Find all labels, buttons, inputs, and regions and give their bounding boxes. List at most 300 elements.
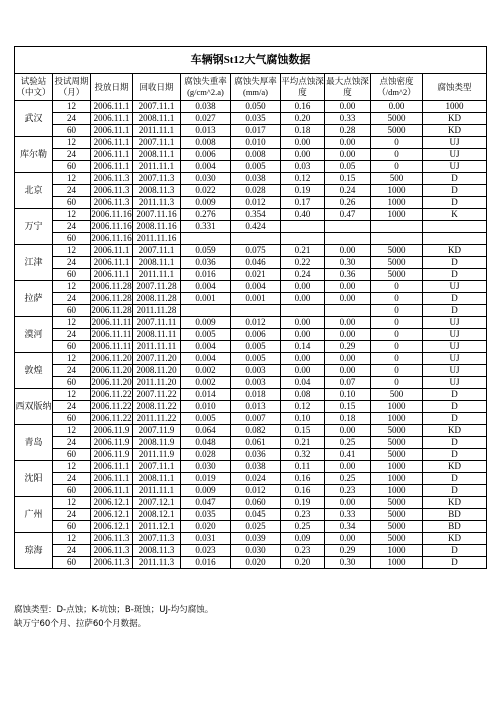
data-cell: 0.16	[281, 473, 325, 485]
data-cell: 0.023	[181, 545, 231, 557]
data-cell: 0.34	[325, 521, 371, 533]
data-cell: 2006.11.9	[91, 425, 133, 437]
note-missing-data: 缺万宁60个月、拉萨60个月数据。	[14, 619, 147, 629]
data-cell: 0.18	[325, 413, 371, 425]
data-cell: 0.00	[325, 137, 371, 149]
data-cell: 2006.11.3	[91, 197, 133, 209]
data-cell: 0.016	[181, 269, 231, 281]
data-cell: 2006.11.1	[91, 149, 133, 161]
data-cell: D	[423, 305, 487, 317]
data-cell: 0.008	[181, 137, 231, 149]
data-cell	[325, 233, 371, 245]
data-cell: 2006.12.1	[91, 497, 133, 509]
data-cell: 0.045	[231, 509, 281, 521]
data-cell: 500	[371, 173, 423, 185]
data-cell: 1000	[371, 545, 423, 557]
data-cell	[325, 305, 371, 317]
data-cell: D	[423, 401, 487, 413]
data-cell: 0.004	[181, 161, 231, 173]
data-cell: 1000	[371, 401, 423, 413]
data-cell: 2006.12.1	[91, 521, 133, 533]
data-cell	[281, 221, 325, 233]
data-cell: 2008.11.22	[133, 401, 181, 413]
data-cell: 2008.11.1	[133, 257, 181, 269]
data-cell: 0.00	[325, 497, 371, 509]
data-cell: D	[423, 449, 487, 461]
data-cell: 0.23	[325, 485, 371, 497]
data-cell: 2011.11.1	[133, 161, 181, 173]
data-cell: 24	[53, 401, 91, 413]
data-cell	[281, 305, 325, 317]
data-cell: 2006.11.1	[91, 257, 133, 269]
data-cell: 5000	[371, 449, 423, 461]
table-row	[15, 173, 487, 185]
data-cell	[231, 305, 281, 317]
data-cell: 12	[53, 533, 91, 545]
site-name-cell: 沈阳	[15, 461, 53, 497]
data-cell: 2011.12.1	[133, 521, 181, 533]
data-cell: D	[423, 473, 487, 485]
data-cell: 0.41	[325, 449, 371, 461]
data-cell: 0.017	[231, 125, 281, 137]
data-cell: 2006.11.1	[91, 473, 133, 485]
data-cell: 2007.11.16	[133, 209, 181, 221]
data-cell: 0.09	[281, 533, 325, 545]
data-cell: 0.004	[181, 341, 231, 353]
data-cell: D	[423, 413, 487, 425]
column-header: 腐蚀类型	[423, 74, 487, 101]
data-cell: 0.024	[231, 473, 281, 485]
data-cell: 0.048	[181, 437, 231, 449]
data-cell: 0.22	[281, 257, 325, 269]
data-cell: D	[423, 437, 487, 449]
data-cell: 2006.11.9	[91, 449, 133, 461]
data-cell: 0.00	[325, 365, 371, 377]
data-cell: 0.32	[281, 449, 325, 461]
table-row	[15, 281, 487, 293]
data-cell: 2007.11.28	[133, 281, 181, 293]
data-cell: 2008.11.16	[133, 221, 181, 233]
data-cell: 0.061	[231, 437, 281, 449]
data-cell: 12	[53, 137, 91, 149]
data-cell: 60	[53, 161, 91, 173]
data-cell: 0.028	[181, 449, 231, 461]
data-cell: 60	[53, 449, 91, 461]
data-cell: 2007.11.11	[133, 317, 181, 329]
data-cell: 24	[53, 293, 91, 305]
table-row	[15, 257, 487, 269]
site-name-cell: 琼海	[15, 533, 53, 569]
data-cell: 0.019	[181, 473, 231, 485]
data-cell: 0.036	[231, 449, 281, 461]
data-cell: 0.009	[181, 317, 231, 329]
data-cell: 12	[53, 209, 91, 221]
data-cell: 0	[371, 161, 423, 173]
table-row	[15, 449, 487, 461]
data-cell: 2006.11.1	[91, 269, 133, 281]
data-cell: 0.33	[325, 113, 371, 125]
data-cell: 5000	[371, 521, 423, 533]
data-cell: 0.006	[231, 329, 281, 341]
data-cell: 5000	[371, 437, 423, 449]
data-cell: 24	[53, 221, 91, 233]
data-cell: 2011.11.3	[133, 197, 181, 209]
data-cell: 2008.11.1	[133, 473, 181, 485]
data-cell: 0.30	[325, 257, 371, 269]
data-cell: 0.022	[181, 185, 231, 197]
site-name-cell: 漠河	[15, 317, 53, 353]
data-cell: 2006.11.20	[91, 353, 132, 363]
data-cell: 0.059	[181, 245, 231, 257]
data-cell: 1000	[371, 461, 423, 473]
data-cell: 12	[53, 245, 91, 257]
data-cell: 0.424	[231, 221, 281, 233]
table-row	[15, 485, 487, 497]
data-cell: 0	[371, 377, 423, 389]
data-cell: 24	[53, 149, 91, 161]
data-cell: 0.038	[231, 173, 281, 185]
data-cell: 0.00	[325, 293, 371, 305]
data-cell: 0.001	[181, 293, 231, 305]
data-cell: 2006.11.3	[91, 557, 133, 569]
data-cell: 0.003	[231, 365, 281, 377]
data-cell: 0.20	[281, 557, 325, 569]
data-cell: 2006.11.3	[91, 173, 133, 185]
data-cell: 2006.11.20	[91, 365, 132, 375]
data-cell	[181, 233, 231, 245]
data-cell: 0.23	[281, 545, 325, 557]
data-cell: 12	[53, 281, 91, 293]
data-cell: 0.001	[231, 293, 281, 305]
site-name-cell: 北京	[15, 173, 53, 209]
data-cell: 2006.11.28	[91, 281, 132, 291]
column-header: 最大点蚀深度	[325, 74, 371, 101]
data-cell: 24	[53, 437, 91, 449]
data-cell: 0.00	[325, 461, 371, 473]
data-cell: 0.18	[281, 125, 325, 137]
table-row	[15, 185, 487, 197]
column-header: 平均点蚀深度	[281, 74, 325, 101]
table-row	[15, 353, 487, 365]
table-row	[15, 293, 487, 305]
data-cell: 2006.11.1	[91, 125, 133, 137]
table-row	[15, 389, 487, 401]
data-cell: 12	[53, 461, 91, 473]
data-cell: 0.005	[181, 329, 231, 341]
data-cell: 2011.11.28	[133, 305, 181, 317]
data-cell: 2011.11.1	[133, 269, 181, 281]
data-cell: 0.008	[231, 149, 281, 161]
data-cell: 0.038	[181, 101, 231, 113]
data-cell: 0.00	[281, 329, 325, 341]
data-cell: 500	[371, 389, 423, 401]
site-name-cell: 万宁	[15, 209, 53, 245]
data-cell: 0.16	[281, 101, 325, 113]
data-cell: D	[423, 485, 487, 497]
data-cell: 0.29	[325, 341, 371, 353]
data-cell: 0.33	[325, 509, 371, 521]
data-cell: 0.00	[281, 149, 325, 161]
data-cell: 2011.11.16	[133, 233, 181, 245]
data-cell: 0.00	[325, 329, 371, 341]
data-cell: 2006.11.1	[91, 245, 133, 257]
data-cell: 5000	[371, 509, 423, 521]
data-cell: 12	[53, 425, 91, 437]
table-row	[15, 521, 487, 533]
data-cell: 60	[53, 269, 91, 281]
table-row	[15, 377, 487, 389]
data-cell: 0.035	[181, 509, 231, 521]
data-cell: 0.006	[181, 149, 231, 161]
data-cell: 0.020	[231, 557, 281, 569]
data-cell: 2011.11.11	[133, 341, 181, 353]
data-cell: 0.40	[281, 209, 325, 221]
data-cell: 0.047	[181, 497, 231, 509]
column-header: 腐蚀失重率(g/cm^2.a)	[181, 74, 231, 101]
data-cell: 0.47	[325, 209, 371, 221]
data-cell: 2011.11.20	[133, 377, 181, 389]
table-row	[15, 425, 487, 437]
data-cell: 2006.11.3	[91, 533, 133, 545]
data-cell: 60	[53, 377, 91, 389]
data-cell: D	[423, 545, 487, 557]
data-cell: 1000	[371, 557, 423, 569]
data-cell: 0.027	[181, 113, 231, 125]
data-cell: 2006.11.22	[91, 389, 132, 399]
data-cell: 2008.12.1	[133, 509, 181, 521]
data-cell: 2007.11.1	[133, 137, 181, 149]
data-cell: 2007.12.1	[133, 497, 181, 509]
data-cell: 0.005	[181, 413, 231, 425]
data-cell: 60	[53, 485, 91, 497]
data-cell: 0.12	[281, 401, 325, 413]
data-cell: 0.007	[231, 413, 281, 425]
data-cell	[371, 233, 423, 245]
data-cell: 0	[371, 341, 423, 353]
data-cell: 2006.11.9	[91, 437, 133, 449]
data-cell: 0.21	[281, 245, 325, 257]
data-cell: 0.08	[281, 389, 325, 401]
data-cell: 2011.11.1	[133, 125, 181, 137]
data-cell: 0.009	[181, 485, 231, 497]
data-cell: 60	[53, 341, 91, 353]
data-cell: UJ	[423, 161, 487, 173]
data-cell: 0.15	[281, 425, 325, 437]
data-cell: 2007.11.20	[133, 353, 181, 365]
data-cell: 5000	[371, 113, 423, 125]
data-cell: 2006.11.22	[91, 401, 132, 411]
data-cell: 2006.12.1	[91, 509, 133, 521]
data-cell: D	[423, 557, 487, 569]
data-cell: 2006.11.1	[91, 113, 133, 125]
data-cell: 2006.11.16	[91, 221, 132, 231]
data-cell: UJ	[423, 377, 487, 389]
table-row	[15, 125, 487, 137]
data-cell: 5000	[371, 245, 423, 257]
data-cell: 2006.11.1	[91, 485, 133, 497]
data-cell: D	[423, 173, 487, 185]
data-cell: 0.00	[325, 533, 371, 545]
data-cell: 0	[371, 305, 423, 317]
data-cell: 0.028	[231, 185, 281, 197]
data-cell: 0.00	[325, 101, 371, 113]
data-cell: 0.082	[231, 425, 281, 437]
data-cell: 0.276	[181, 209, 231, 221]
site-name-cell: 武汉	[15, 101, 53, 137]
data-cell: 0.012	[231, 197, 281, 209]
data-cell: 0.002	[181, 377, 231, 389]
data-cell: D	[423, 269, 487, 281]
data-cell: 2007.11.1	[133, 461, 181, 473]
data-cell: 0.00	[281, 353, 325, 365]
table-row	[15, 149, 487, 161]
data-cell: KD	[423, 425, 487, 437]
data-cell: 0.00	[325, 281, 371, 293]
data-cell: 1000	[371, 485, 423, 497]
data-cell	[231, 233, 281, 245]
data-cell: KD	[423, 245, 487, 257]
data-cell	[371, 221, 423, 233]
data-cell	[325, 221, 371, 233]
data-cell: 2007.11.1	[133, 245, 181, 257]
data-cell: 0.30	[325, 557, 371, 569]
data-cell: 24	[53, 329, 91, 341]
data-cell: 0.26	[325, 197, 371, 209]
data-cell: 24	[53, 509, 91, 521]
data-cell: D	[423, 257, 487, 269]
data-cell: 0.00	[281, 281, 325, 293]
data-cell: 2011.11.3	[133, 557, 181, 569]
data-cell: 0.025	[231, 521, 281, 533]
data-cell: 2006.11.28	[91, 305, 132, 315]
site-name-cell: 拉萨	[15, 281, 53, 317]
table-row	[15, 269, 487, 281]
data-cell: 2006.11.3	[91, 185, 133, 197]
data-cell: KD	[423, 125, 487, 137]
data-cell: 0.018	[231, 389, 281, 401]
data-cell: 0.002	[181, 365, 231, 377]
data-cell: 12	[53, 101, 91, 113]
data-cell: 0.15	[325, 173, 371, 185]
data-cell: 0.075	[231, 245, 281, 257]
column-header: 投放日期	[91, 74, 133, 101]
data-cell: 2006.11.11	[91, 317, 132, 327]
table-row	[15, 365, 487, 377]
data-cell: 0.009	[181, 197, 231, 209]
data-cell: 5000	[371, 257, 423, 269]
data-cell: UJ	[423, 317, 487, 329]
data-cell: 0.04	[281, 377, 325, 389]
data-cell: 0.03	[281, 161, 325, 173]
table-row	[15, 113, 487, 125]
data-cell: 2006.11.22	[91, 413, 132, 423]
data-cell: 2008.11.11	[133, 329, 181, 341]
data-cell: 1000	[371, 473, 423, 485]
data-cell: KD	[423, 533, 487, 545]
data-cell: 12	[53, 173, 91, 185]
table-row	[15, 437, 487, 449]
column-header: 回收日期	[133, 74, 181, 101]
data-cell: 0.004	[181, 353, 231, 365]
data-cell: 0.005	[231, 341, 281, 353]
table-row	[15, 197, 487, 209]
data-cell: 0.15	[325, 401, 371, 413]
table-row	[15, 245, 487, 257]
data-cell: 0	[371, 329, 423, 341]
data-cell: 0.014	[181, 389, 231, 401]
data-cell: 0.29	[325, 545, 371, 557]
data-cell: 2007.11.3	[133, 173, 181, 185]
table-row	[15, 329, 487, 341]
data-cell: UJ	[423, 281, 487, 293]
data-cell: 0	[371, 281, 423, 293]
data-cell: D	[423, 293, 487, 305]
data-cell: 2007.11.3	[133, 533, 181, 545]
data-cell: 0.016	[181, 557, 231, 569]
data-cell: 1000	[423, 101, 487, 113]
data-cell: 0.24	[281, 269, 325, 281]
data-cell: 2008.11.28	[133, 293, 181, 305]
data-cell: 2006.11.11	[91, 329, 132, 339]
table-row	[15, 161, 487, 173]
data-cell: 24	[53, 365, 91, 377]
data-cell: 0.331	[181, 221, 231, 233]
data-cell: 0	[371, 149, 423, 161]
data-cell: 5000	[371, 125, 423, 137]
data-cell: 2007.11.1	[133, 101, 181, 113]
data-cell: BD	[423, 509, 487, 521]
column-header: 投试周期（月）	[53, 74, 91, 101]
data-cell: 5000	[371, 269, 423, 281]
data-cell: 0.003	[231, 377, 281, 389]
data-cell: 1000	[371, 197, 423, 209]
data-cell: 0.00	[325, 317, 371, 329]
data-cell: 0.036	[181, 257, 231, 269]
table-row	[15, 497, 487, 509]
data-cell: 60	[53, 125, 91, 137]
data-cell: 2008.11.1	[133, 149, 181, 161]
data-cell: 5000	[371, 425, 423, 437]
data-cell: 0.00	[281, 137, 325, 149]
data-cell: 0.010	[231, 137, 281, 149]
data-cell: 0.039	[231, 533, 281, 545]
table-row	[15, 137, 487, 149]
data-cell: 0.012	[231, 317, 281, 329]
table-row	[15, 341, 487, 353]
data-cell: 2011.11.1	[133, 485, 181, 497]
data-cell: 24	[53, 257, 91, 269]
data-cell: 2008.11.1	[133, 113, 181, 125]
data-cell: 0.10	[325, 389, 371, 401]
data-cell: 12	[53, 389, 91, 401]
data-cell: 24	[53, 473, 91, 485]
data-cell: UJ	[423, 353, 487, 365]
data-cell: 0.00	[281, 317, 325, 329]
data-cell: 0.004	[181, 281, 231, 293]
data-cell: 0.19	[281, 185, 325, 197]
data-cell	[281, 233, 325, 245]
data-cell: 0.031	[181, 533, 231, 545]
note-corrosion-types: 腐蚀类型：D-点蚀；K-坑蚀；B-斑蚀；UJ-均匀腐蚀。	[14, 605, 214, 615]
data-cell: 0.25	[325, 473, 371, 485]
data-cell	[181, 305, 231, 317]
data-cell: 1000	[371, 413, 423, 425]
data-cell: 2008.11.3	[133, 185, 181, 197]
data-cell: 60	[53, 233, 91, 245]
table-row	[15, 461, 487, 473]
data-cell: 2008.11.3	[133, 545, 181, 557]
site-name-cell: 江津	[15, 245, 53, 281]
